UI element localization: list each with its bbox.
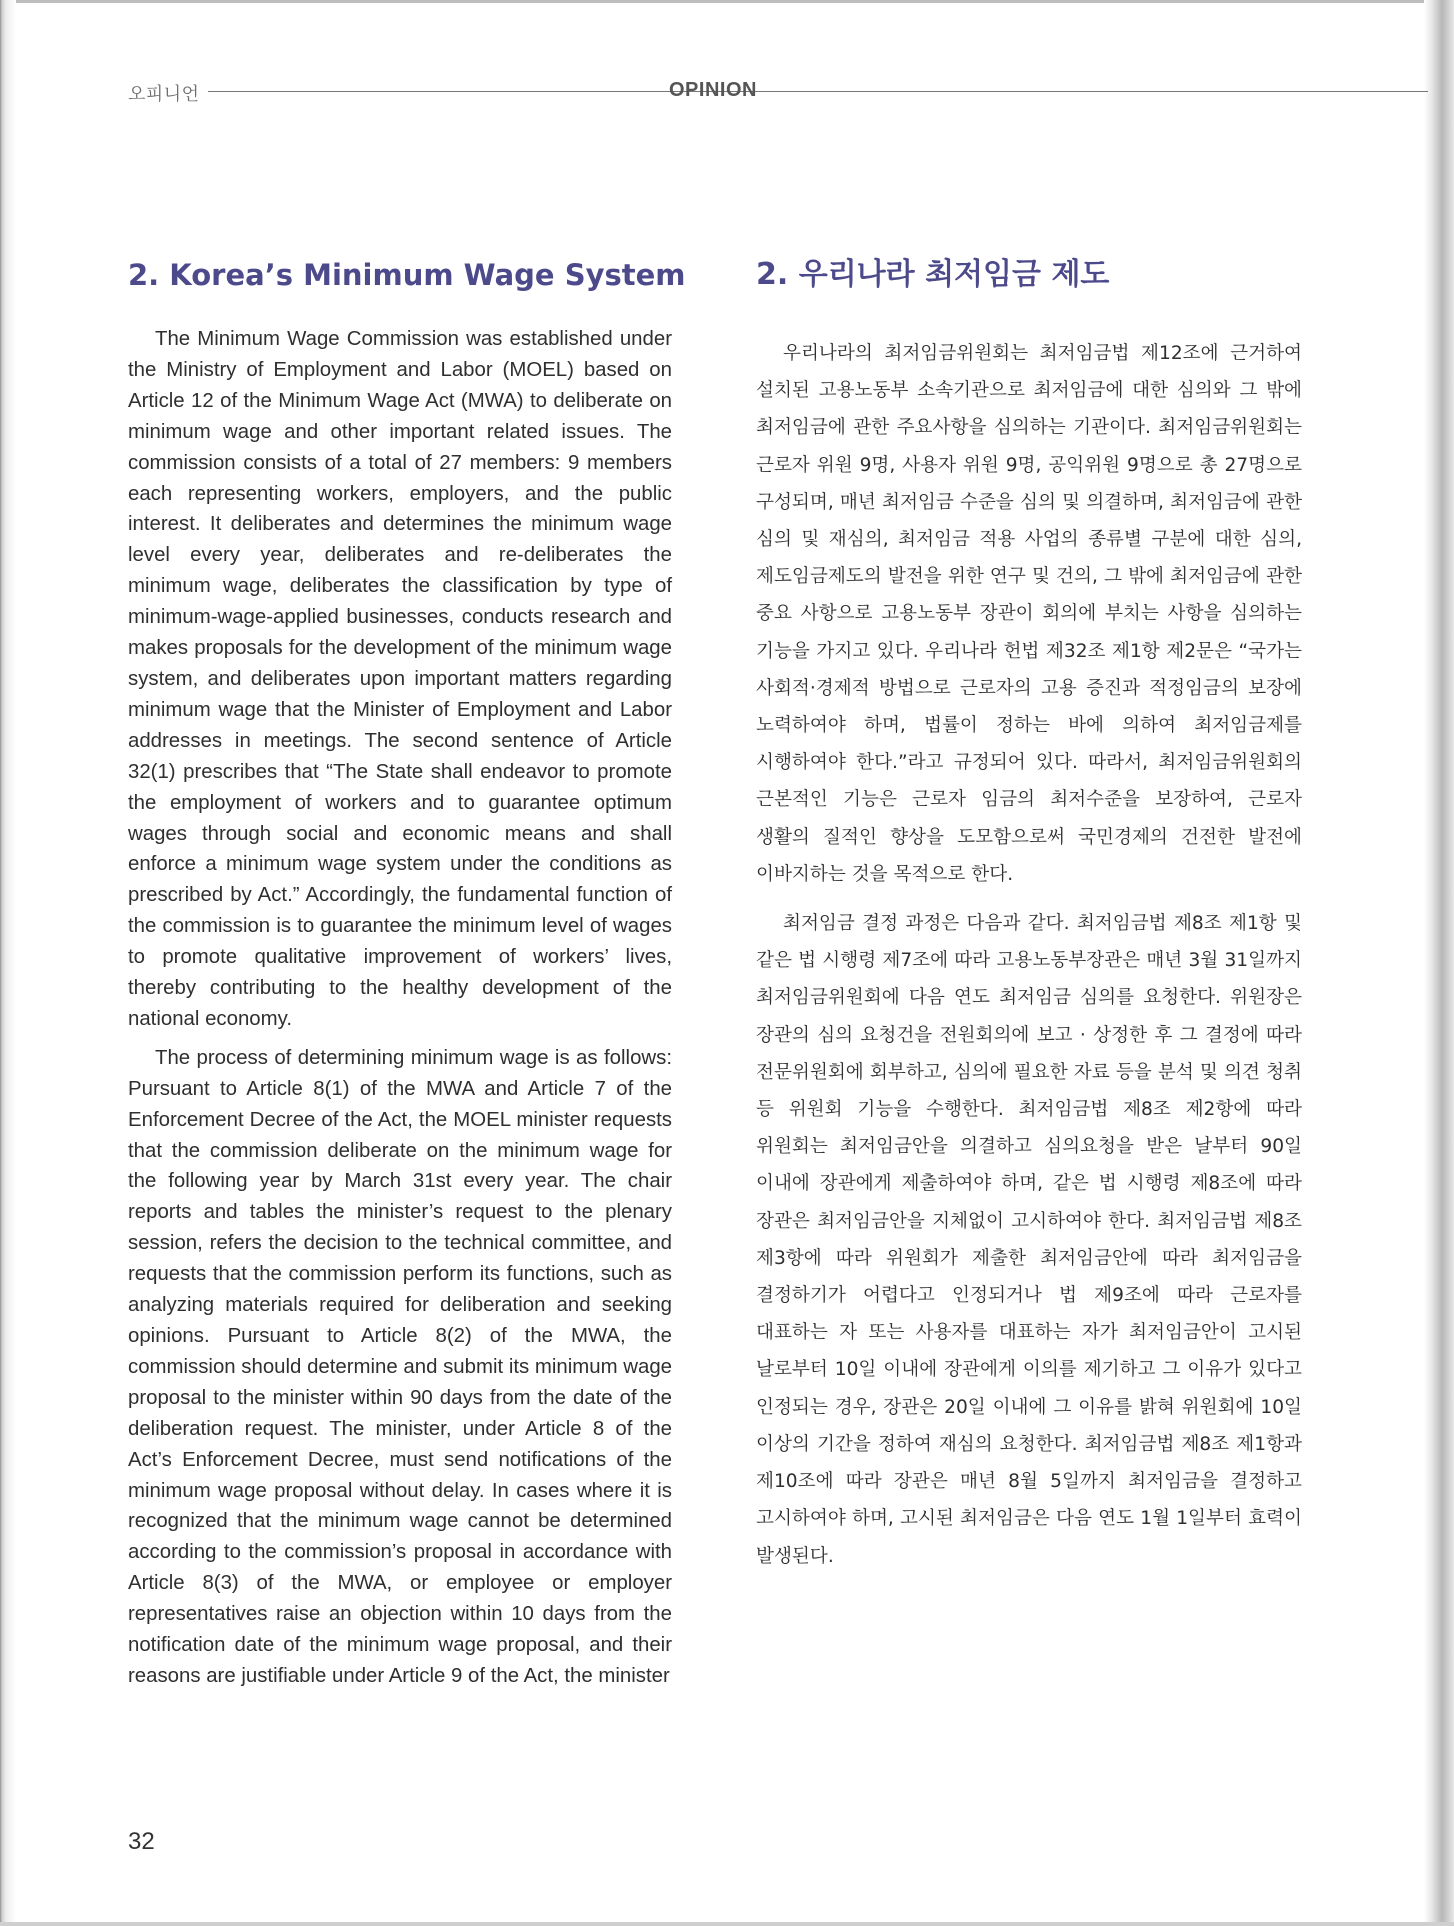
english-paragraph-2: The process of determining minimum wage is as follows: Pursuant to Article 8(1) of the MWA and Article 7 of the Enforcement Decree of the Act, the MOEL minister requests that the commission deliberate on the minimum wage for the following year by March 31st every year. The chair reports and tables the minister’s request to the plenary session, refers the decision to the technical committee, and requests that the commission perform its functions, such as analyzing materials required for deliberation and seeking opinions. Pursuant to Article 8(2) of the MWA, the commission should determine and submit its minimum wage proposal to the minister within 90 days from the date of the deliberation request. The minister, under Article 8 of the Act’s Enforcement Decree, must send notifications of the minimum wage proposal without delay. In cases where it is recognized that the minimum wage cannot be determined according to the commission’s proposal in accordance with Article 8(3) of the MWA, or employee or employer representatives raise an objection within 10 days from the notification date of the minimum wage proposal, and their reasons are justifiable under Article 9 of the Act, the minister [128,1046,672,1687]
page-right-edge [1424,0,1454,1926]
korean-paragraph-1: 우리나라의 최저임금위원회는 최저임금법 제12조에 근거하여 설치된 고용노동부 소속기관으로 최저임금에 대한 심의와 그 밖에 최저임금에 관한 주요사항을 심의하는 기관이다. 최저임금위원회는 근로자 위원 9명, 사용자 위원 9명, 공익위원 9명으로 총 27명으로 구성되며, 매년 최저임금 수준을 심의 및 의결하며, 최저임금에 관한 심의 및 재심의, 최저임금 적용 사업의 종류별 구분에 대한 심의, 제도임금제도의 발전을 위한 연구 및 건의, 그 밖에 최저임금에 관한 중요 사항으로 고용노동부 장관이 회의에 부치는 사항을 심의하는 기능을 가지고 있다. 우리나라 헌법 제32조 제1항 제2문은 “국가는 사회적·경제적 방법으로 근로자의 고용 증진과 적정임금의 보장에 노력하여야 하며, 법률이 정하는 바에 의하여 최저임금제를 시행하여야 한다.”라고 규정되어 있다. 따라서, 최저임금위원회의 근본적인 기능은 근로자 임금의 최저수준을 보장하여, 근로자 생활의 질적인 향상을 도모함으로써 국민경제의 건전한 발전에 이바지하는 것을 목적으로 한다. [756,343,1302,885]
page-bottom-edge [0,1922,1454,1926]
page-top-edge [0,0,1454,3]
running-header [128,78,1424,106]
section-label-english: OPINION [669,79,757,101]
english-column [128,256,686,1700]
page-number: 32 [128,1828,155,1855]
korean-column [756,256,1302,1587]
korean-section-heading: 2. 우리나라 최저임금 제도 [756,257,1110,292]
page-left-edge [0,0,16,1926]
english-paragraph-1: The Minimum Wage Commission was established under the Ministry of Employment and Labor (MOEL) based on Article 12 of the Minimum Wage Act (MWA) to deliberate on minimum wage and other important related issues. The commission consists of a total of 27 members: 9 members each representing workers, employers, and the public interest. It deliberates and determines the minimum wage level every year, deliberates and re-deliberates the minimum wage, deliberates the classification by type of minimum-wage-applied businesses, conducts research and makes proposals for the development of the minimum wage system, and deliberates upon important matters regarding minimum wage that the Minister of Employment and Labor addresses in meetings. The second sentence of Article 32(1) prescribes that “The State shall endeavor to promote the employment of workers and to guarantee optimum wages through social and economic means and shall enforce a minimum wage system under the conditions as prescribed by Act.” Accordingly, the fundamental function of the commission is to guarantee the minimum level of wages to promote qualitative improvement of workers’ lives, thereby contributing to the healthy development of the national economy. [128,328,672,1030]
english-section-heading: 2. Korea’s Minimum Wage System [128,258,686,292]
section-label-korean: 오피니언 [128,84,200,105]
header-rule-right [768,91,1428,92]
korean-paragraph-2: 최저임금 결정 과정은 다음과 같다. 최저임금법 제8조 제1항 및 같은 법 시행령 제7조에 따라 고용노동부장관은 매년 3월 31일까지 최저임금위원회에 다음 연도 최저임금 심의를 요청한다. 위원장은 장관의 심의 요청건을 전원회의에 보고 · 상정한 후 그 결정에 따라 전문위원회에 회부하고, 심의에 필요한 자료 등을 분석 및 의견 청취 등 위원회 기능을 수행한다. 최저임금법 제8조 제2항에 따라 위원회는 최저임금안을 의결하고 심의요청을 받은 날부터 90일 이내에 장관에게 제출하여야 하며, 같은 법 시행령 제8조에 따라 장관은 최저임금안을 지체없이 고시하여야 한다. 최저임금법 제8조 제3항에 따라 위원회가 제출한 최저임금안에 따라 최저임금을 결정하기가 어렵다고 인정되거나 법 제9조에 따라 근로자를 대표하는 자 또는 사용자를 대표하는 자가 최저임금안이 고시된 날로부터 10일 이내에 장관에게 이의를 제기하고 그 이유가 있다고 인정되는 경우, 장관은 20일 이내에 그 이유를 밝혀 위원회에 10일 이상의 기간을 정하여 재심의 요청한다. 최저임금법 제8조 제1항과 제10조에 따라 장관은 매년 8월 5일까지 최저임금을 결정하고 고시하여야 하며, 고시된 최저임금은 다음 연도 1월 1일부터 효력이 발생된다. [756,913,1302,1567]
